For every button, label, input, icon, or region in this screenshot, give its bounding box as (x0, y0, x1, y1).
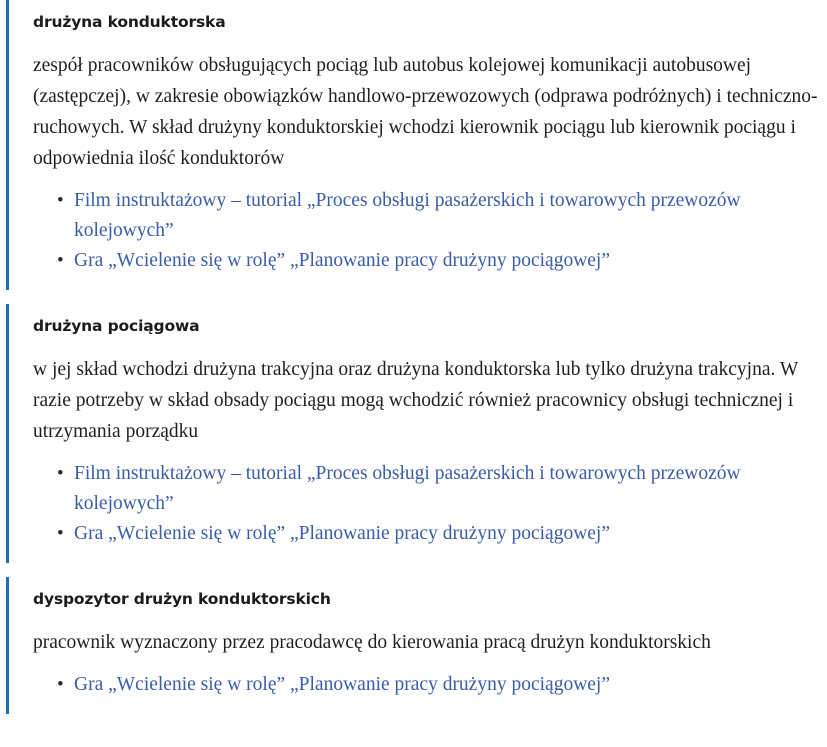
resource-link[interactable]: Gra „Wcielenie się w rolę” „Planowanie pracy drużyny pociągowej” (74, 674, 611, 696)
list-item (33, 670, 827, 700)
resource-link[interactable]: Gra „Wcielenie się w rolę” „Planowanie pracy drużyny pociągowej” (74, 523, 611, 545)
resource-link[interactable]: Film instruktażowy – tutorial „Proces obsługi pasażerskich i towarowych przewozów kolejowych” (74, 190, 741, 242)
glossary-resource-list (33, 186, 827, 290)
list-item (33, 459, 827, 519)
list-item (33, 186, 827, 246)
glossary-entry (6, 577, 827, 714)
glossary-term: dyspozytor drużyn konduktorskich (33, 590, 331, 609)
glossary-definition: pracownik wyznaczony przez pracodawcę do kierowania pracą drużyn konduktorskich (33, 632, 711, 654)
list-item (33, 246, 827, 276)
glossary-definition: zespół pracowników obsługujących pociąg lub autobus kolejowej komunikacji autobusowej (zastępczej), w zakresie obowiązków handlowo-przewozowych (odprawa podróżnych) i techniczno-ruchowych. W skład drużyny konduktorskiej wchodzi kierownik pociągu lub kierownik pociągu i odpowiednia ilość konduktorów (33, 55, 818, 170)
glossary-resource-list (33, 670, 827, 714)
resource-link[interactable]: Gra „Wcielenie się w rolę” „Planowanie pracy drużyny pociągowej” (74, 250, 611, 272)
glossary-entry (6, 304, 827, 563)
list-item (33, 519, 827, 549)
glossary-definition: w jej skład wchodzi drużyna trakcyjna oraz drużyna konduktorska lub tylko drużyna trakcyjna. W razie potrzeby w skład obsady pociągu mogą wchodzić również pracownicy obsługi technicznej i utrzymania porządku (33, 359, 798, 443)
resource-link[interactable]: Film instruktażowy – tutorial „Proces obsługi pasażerskich i towarowych przewozów kolejowych” (74, 463, 741, 515)
glossary-resource-list (33, 459, 827, 563)
glossary-term: drużyna konduktorska (33, 13, 226, 31)
glossary-term: drużyna pociągowa (33, 317, 200, 336)
glossary-entry (6, 0, 827, 290)
